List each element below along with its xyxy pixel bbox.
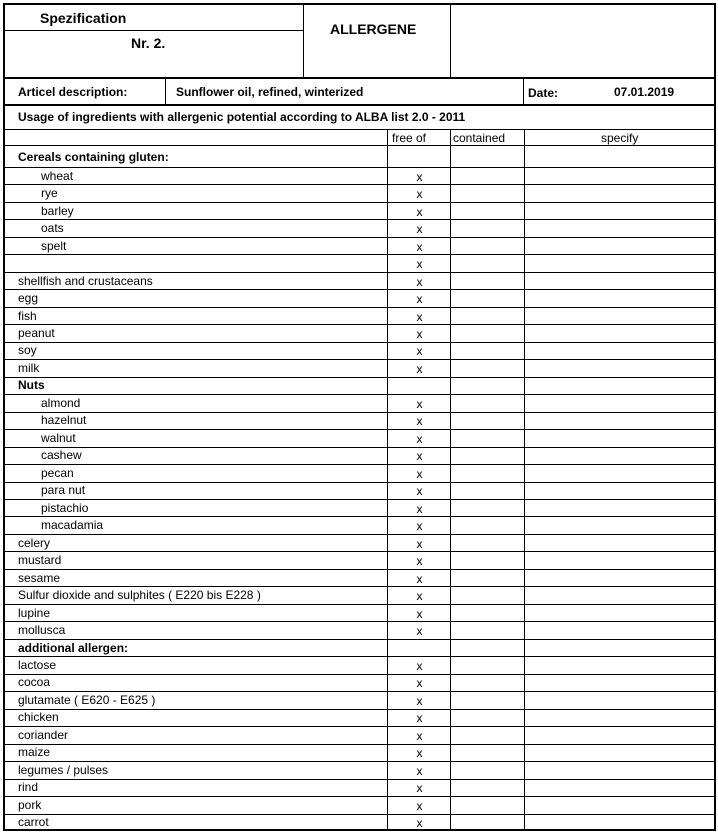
free-of-mark: x [416,519,423,534]
allergen-label: pistachio [41,500,89,515]
section-row [5,146,714,167]
free-of-mark: x [416,624,423,639]
spec-title: Spezification [40,10,127,26]
allergen-label: cashew [41,448,82,463]
allergen-label: almond [41,395,81,410]
allergen-label: rind [18,780,39,795]
table-row [5,359,714,376]
free-of-mark: x [416,554,423,569]
table-row [5,167,714,184]
table-row [5,429,714,446]
table-row [5,447,714,464]
allergen-label: glutamate ( E620 - E625 ) [18,692,156,707]
allergen-label: peanut [18,325,55,340]
allergen-label: carrot [18,815,49,830]
free-of-mark: x [416,676,423,691]
col-header-free-of: free of [392,131,427,145]
col-line-specify [524,130,525,831]
allergen-label: macadamia [41,518,104,533]
free-of-mark: x [416,484,423,499]
table-row [5,219,714,236]
document-type: ALLERGENE [330,21,417,37]
allergen-label: rye [41,186,58,201]
allergen-label: pork [18,797,42,812]
header-block [5,5,714,77]
table-row [5,272,714,289]
allergen-label: chicken [18,710,59,725]
allergen-label: maize [18,745,51,760]
allergen-label: legumes / pulses [18,762,109,777]
section-label: Nuts [18,378,45,393]
col-header-contained: contained [453,131,506,145]
table-row [5,342,714,359]
allergen-label: coriander [18,727,69,742]
date-label: Date: [528,86,559,100]
section-label: Cereals containing gluten: [18,149,169,164]
table-row [5,516,714,533]
table-row [5,184,714,201]
table-row [5,586,714,603]
allergen-label: wheat [41,168,74,183]
allergen-label: lactose [18,657,57,672]
free-of-mark: x [416,362,423,377]
table-row [5,656,714,673]
table-row [5,621,714,638]
table-row [5,814,714,831]
free-of-mark: x [416,501,423,516]
free-of-mark: x [416,169,423,184]
allergen-spec-sheet [3,3,716,831]
table-row [5,726,714,743]
article-bottom-rule [5,104,714,106]
col-line-free-of [387,130,388,831]
table-row [5,761,714,778]
free-of-mark: x [416,746,423,761]
section-row [5,639,714,656]
free-of-mark: x [416,431,423,446]
allergen-label: pecan [41,465,74,480]
allergen-label: oats [41,221,64,236]
free-of-mark: x [416,694,423,709]
allergen-label: hazelnut [41,413,87,428]
free-of-mark: x [416,781,423,796]
free-of-mark: x [416,449,423,464]
article-value: Sunflower oil, refined, winterized [176,85,364,99]
allergen-label: Sulfur dioxide and sulphites ( E220 bis E228 ) [18,588,261,603]
article-label: Articel description: [18,85,128,99]
article-vline-2 [523,79,524,104]
allergen-label: soy [18,343,37,358]
table-row [5,551,714,568]
allergen-label: para nut [41,483,86,498]
allergen-label: milk [18,360,40,375]
table-row [5,482,714,499]
table-row [5,394,714,411]
table-row [5,691,714,708]
allergen-label: shellfish and crustaceans [18,273,153,288]
column-header-row [5,130,714,145]
allergen-label: cocoa [18,675,51,690]
table-row [5,709,714,726]
table-row [5,464,714,481]
free-of-mark: x [416,763,423,778]
free-of-mark: x [416,816,423,831]
table-row [5,604,714,621]
allergen-label: sesame [18,570,61,585]
table-row [5,237,714,254]
free-of-mark: x [416,466,423,481]
article-row [5,79,714,104]
free-of-mark: x [416,309,423,324]
allergen-label: walnut [41,430,76,445]
free-of-mark: x [416,327,423,342]
free-of-mark: x [416,589,423,604]
free-of-mark: x [416,606,423,621]
free-of-mark: x [416,187,423,202]
section-row [5,377,714,394]
table-row [5,674,714,691]
col-line-contained [450,130,451,831]
table-row [5,307,714,324]
spec-number: Nr. 2. [131,35,166,51]
allergen-label: lupine [18,605,51,620]
free-of-mark: x [416,397,423,412]
free-of-mark: x [416,414,423,429]
table-row [5,412,714,429]
free-of-mark: x [416,204,423,219]
table-row [5,796,714,813]
table-row [5,324,714,341]
table-row [5,202,714,219]
table-row [5,569,714,586]
free-of-mark: x [416,239,423,254]
allergen-label: egg [18,291,39,306]
free-of-mark: x [416,798,423,813]
free-of-mark: x [416,222,423,237]
table-row [5,254,714,271]
allergen-label: spelt [41,238,67,253]
col-header-specify: specify [601,131,639,145]
table-row [5,779,714,796]
free-of-mark: x [416,257,423,272]
header-vline-1 [303,5,304,77]
table-row [5,289,714,306]
date-value: 07.01.2019 [614,85,675,99]
header-divider [5,30,303,31]
free-of-mark: x [416,729,423,744]
allergen-label: mollusca [18,623,66,638]
allergen-label: mustard [18,553,62,568]
table-row [5,499,714,516]
article-vline-1 [165,79,166,104]
table-row [5,744,714,761]
allergen-label: barley [41,203,74,218]
free-of-mark: x [416,536,423,551]
free-of-mark: x [416,292,423,307]
section-label: additional allergen: [18,640,129,655]
allergen-label: celery [18,535,51,550]
usage-title: Usage of ingredients with allergenic potential according to ALBA list 2.0 - 2011 [18,110,466,124]
header-vline-2 [450,5,451,77]
free-of-mark: x [416,711,423,726]
free-of-mark: x [416,274,423,289]
free-of-mark: x [416,571,423,586]
free-of-mark: x [416,659,423,674]
free-of-mark: x [416,344,423,359]
table-row [5,534,714,551]
allergen-label: fish [18,308,37,323]
